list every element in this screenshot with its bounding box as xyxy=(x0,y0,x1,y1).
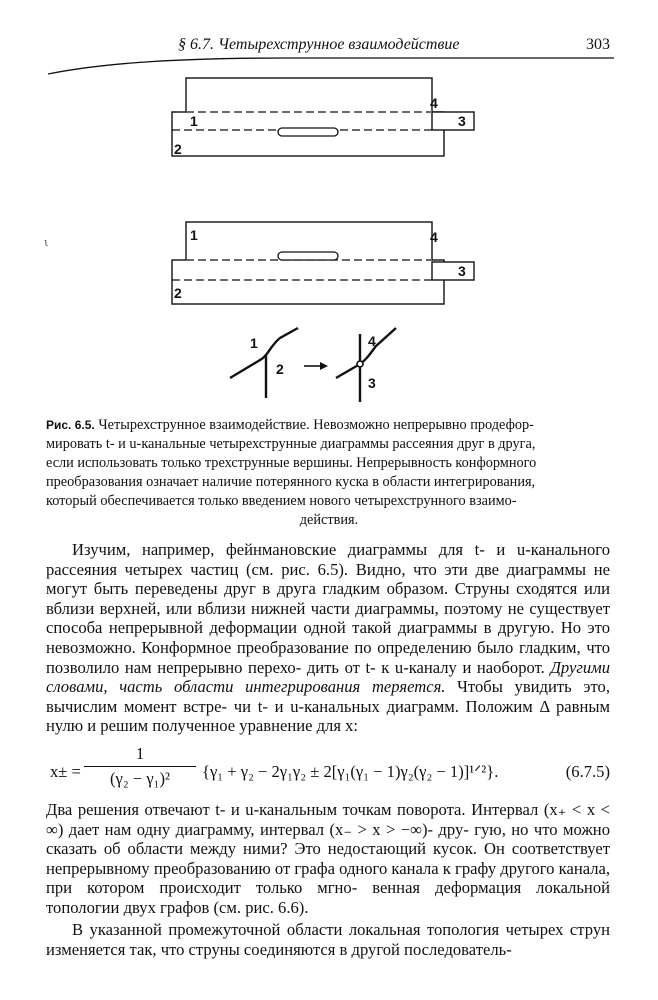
text-line: диаграммы в другую. Но это невозможно. Конформное преобразование xyxy=(46,618,610,657)
label-1: 1 xyxy=(190,113,198,129)
text-line: по определению было гладким, что позволило нам непрерывно перехо- xyxy=(46,637,610,677)
text-line: струн изменяется так, что струны соединяются в другой последователь- xyxy=(46,920,610,959)
caption-line: действия. xyxy=(299,512,359,528)
text-line: Чтобы увидить это, вычислим момент встре- xyxy=(46,677,610,716)
equation-numerator: 1 xyxy=(84,744,196,767)
text-line: Изучим, например, фейнмановские диаграммы для t- и u-канального xyxy=(72,540,610,559)
label-3: 3 xyxy=(458,263,466,279)
text-line: канала к графу другого канала, при котором происходит только мгно- xyxy=(46,858,611,898)
equation-number: (6.7.5) xyxy=(565,762,610,781)
label-3: 3 xyxy=(368,375,376,391)
diagram-top xyxy=(160,74,500,166)
paragraph-2 xyxy=(46,800,610,918)
upper-string-box xyxy=(186,78,432,112)
caption-label: Рис. 6.5. xyxy=(46,418,95,432)
label-3: 3 xyxy=(458,113,466,129)
caption-line: если использовать только трехструнные вершины. Непрерывность конформного xyxy=(46,455,537,471)
label-4: 4 xyxy=(430,229,438,245)
text-line: полученное уравнение для x: xyxy=(152,716,359,736)
text-line: поэтому не существует способа непрерывной деформации одной такой xyxy=(46,598,610,638)
interaction-slit xyxy=(278,128,338,136)
label-4: 4 xyxy=(368,333,376,349)
text-line: сходятся или вблизи верхней, или вблизи нижней части диаграммы, xyxy=(46,579,610,618)
text-line: кусок. Он соответствует непрерывному преобразованию от графа одного xyxy=(46,839,610,878)
lower-string-box xyxy=(172,260,444,304)
caption-line: преобразования означает наличие потерянного куска в области интегрирования, xyxy=(46,474,536,490)
string-curve-left xyxy=(230,328,298,378)
margin-mark: ι xyxy=(44,236,49,249)
figure-caption xyxy=(46,416,612,530)
label-1: 1 xyxy=(190,227,198,243)
text-line: не могут быть переведены друг в друга гладким образом. Струны xyxy=(46,559,610,599)
header-title: § 6.7. Четырехструнное взаимодействие xyxy=(178,36,460,53)
arrow-icon xyxy=(320,362,328,370)
equation-lhs: x± = xyxy=(50,762,81,781)
label-2: 2 xyxy=(276,361,284,377)
text-line: (x₊ < x < ∞) дает нам одну диаграмму, интервал (x₋ > x > −∞)- дру- xyxy=(46,800,610,839)
label-2: 2 xyxy=(174,141,182,157)
paragraph-1 xyxy=(46,540,610,736)
italic-phrase: Другими словами, часть области xyxy=(46,657,611,697)
text-line: В указанной промежуточной области локальная топология четырех xyxy=(72,920,564,939)
text-line: чи t- и u-канальных диаграмм. Положим Δ равным нулю и решим xyxy=(46,696,610,736)
string-curve-right xyxy=(336,328,396,378)
label-2: 2 xyxy=(174,285,182,301)
caption-line: который обеспечивается только введением нового четырехструнного взаимо- xyxy=(46,493,517,509)
diagram-bottom xyxy=(220,326,440,410)
outgoing-string-tab xyxy=(432,262,474,280)
text-line: рассеяния четырех частиц (см. рис. 6.5). Видно, что эти две диаграммы xyxy=(46,559,587,579)
italic-phrase: интегрирования теряется. xyxy=(245,677,446,697)
text-line: дить от t- к u-каналу и наоборот. xyxy=(306,657,545,677)
text-line: венная деформация локальной топологии двух графов (см. рис. 6.6). xyxy=(46,878,610,917)
equation-rhs: {γ₁ + γ₂ − 2γ₁γ₂ ± 2[γ₁(γ₁ − 1)γ₂(γ₂ − 1)]¹ᐟ²}. xyxy=(202,762,499,781)
header-rule xyxy=(48,56,614,76)
page-number: 303 xyxy=(586,36,610,53)
caption-line: мировать t- и u-канальные четырехструнные диаграммы рассеяния друг в друга, xyxy=(46,436,536,452)
text-line: гую, но что можно сказать об области между ними? Это недостающий xyxy=(46,819,610,859)
caption-line: Четырехструнное взаимодействие. Невозможно непрерывно продефор- xyxy=(98,417,534,433)
label-1: 1 xyxy=(250,335,258,351)
diagram-middle xyxy=(160,218,500,310)
paragraph-3 xyxy=(46,920,610,959)
text-line: Два решения отвечают t- и u-канальным точкам поворота. Интервал xyxy=(46,800,539,819)
interaction-slit xyxy=(278,252,338,260)
equation-6-7-5 xyxy=(46,742,612,798)
equation-fraction xyxy=(84,744,196,789)
label-4: 4 xyxy=(430,95,438,111)
equation-denominator: (γ₂ − γ₁)² xyxy=(110,769,170,788)
outgoing-string-tab xyxy=(432,112,474,130)
